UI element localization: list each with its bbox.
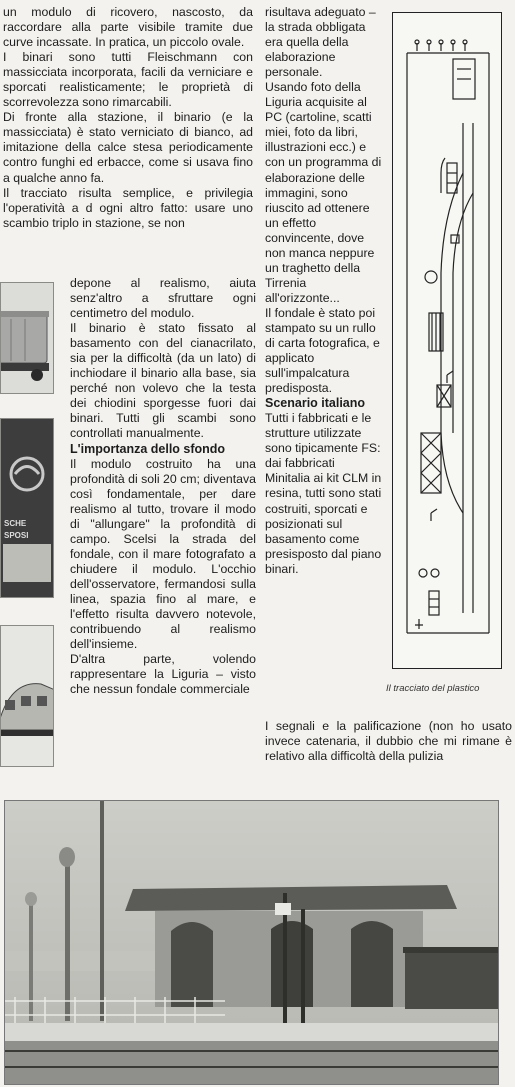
paragraph: depone al realismo, aiuta senz'altro a sfruttare ogni centimetro del modulo. — [70, 276, 256, 321]
station-photo — [4, 800, 499, 1085]
station-photo-image — [5, 801, 498, 1084]
paragraph: Usando foto della Liguria acquisite al PC (cartoline, scatti miei, foto da libri, illustrazioni ecc.) e con un programma di elaborazione delle immagini, sono riuscito ad ottenere un effetto convincente, dove non manca neppure un traghetto della Tirrenia all'orizzonte... — [265, 80, 382, 305]
thumb-photo-poster — [0, 418, 54, 598]
diagram-caption: Il tracciato del plastico — [386, 683, 480, 694]
paragraph: D'altra parte, volendo rappresentare la Liguria – visto che nessun fondale commerciale — [70, 652, 256, 697]
right-column — [265, 5, 383, 577]
paragraph: Il binario è stato fissato al basamento con del cianacrilato, sia per la difficoltà (da un lato) di inchiodare il binario alla base, sia perché non volevo che la testa dei chiodini sporgesse fuori dai binari. Tutti gli scambi sono controllati manualmente. — [70, 321, 256, 441]
paragraph: Il modulo costruito ha una profondità di soli 20 cm; diventava così fondamentale, per dare realismo al tutto, trovare il modo di "allungare" la profondità di campo. Scelsi la strada del fondale, con il mare fotografato a chiudere il modulo. L'occhio dell'osservatore, fermandosi sulla linea, spazia fino al mare, e l'effetto risulta davvero notevole, contribuendo al realismo dell'insieme. — [70, 456, 256, 652]
wagon-image — [1, 283, 54, 394]
section-heading-sfondo: L'importanza dello sfondo — [70, 441, 226, 456]
bottom-paragraph — [265, 719, 512, 764]
thumb-photo-railcar — [0, 625, 54, 767]
section-heading-scenario: Scenario italiano — [265, 396, 366, 411]
middle-column — [70, 276, 256, 697]
paragraph: risultava adeguato – la strada obbligata era quella della elaborazione personale. — [265, 5, 376, 80]
track-plan-drawing — [393, 13, 500, 667]
paragraph: I segnali e la palificazione (non ho usato invece catenaria, il dubbio che mi rimane è relativo alla difficoltà della pulizia — [265, 719, 512, 764]
paragraph: Il fondale è stato poi stampato su un rullo di carta fotografica, e applicato sull'impalcatura predisposta. — [265, 305, 380, 396]
poster-text-2: SPOSI — [4, 531, 29, 540]
paragraph: Tutti i fabbricati e le strutture utilizzate sono tipicamente FS: dai fabbricati Minitalia ai kit CLM in resina, tutti sono stati costruiti, sporcati e posizionati sul basamento come presisposto dal piano binari. — [265, 411, 382, 576]
track-plan-diagram — [392, 12, 502, 669]
paragraph: un modulo di ricovero, nascosto, da raccordare alla parte visibile tramite due curve incassate. In pratica, un piccolo ovale. — [3, 5, 253, 50]
poster-text-1: SCHE — [4, 519, 27, 528]
paragraph: I binari sono tutti Fleischmann con massicciata incorporata, facili da verniciare e sporcati realisticamente; le proprietà di scorrevolezza sono rimarcabili. — [3, 50, 253, 110]
railcar-image — [1, 626, 54, 767]
paragraph: Il tracciato risulta semplice, e privilegia l'operatività a d ogni altro fatto: usare uno scambio triplo in stazione, se non — [3, 185, 253, 230]
paragraph: Di fronte alla stazione, il binario (e la massicciata) è stato verniciato di bianco, ad imitazione della calce stesa periodicamente contro funghi ed erbacce, come si usava fino a qualche anno fa. — [3, 110, 253, 185]
thumb-photo-wagon — [0, 282, 54, 394]
left-column — [3, 5, 253, 231]
poster-image — [1, 419, 54, 598]
